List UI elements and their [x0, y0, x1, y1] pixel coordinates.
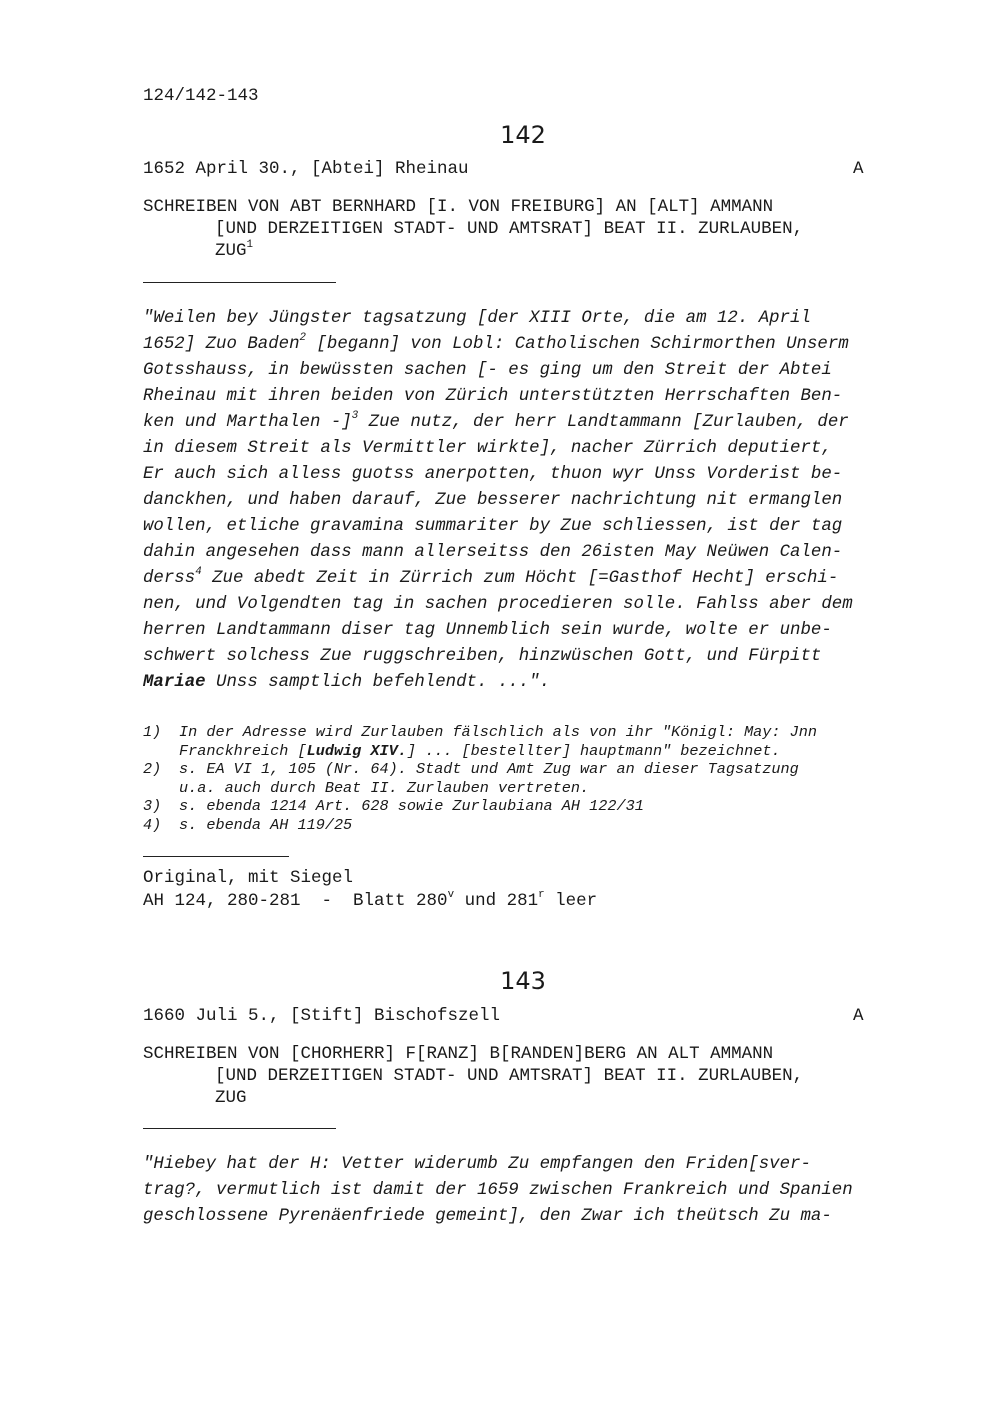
footnote: 2) s. EA VI 1, 105 (Nr. 64). Stadt und Amt Zug war an dieser Tagsatzung [143, 760, 799, 778]
title-line: ZUG [215, 1088, 247, 1108]
entry-number: 142 [500, 121, 546, 149]
quote-text: "Weilen bey Jüngster tagsatzung [der XIII Orte, die am 12. April 1652] Zuo Baden$^2$ [begann] von Lobl: Catholischen Schirmorthen Unserm Gotsshauss, in bewüssten sachen [- es ging um den Streit der Abtei Rheinau mit ihren beiden von Zürich unterstützten Herrschaften Ben- ken und Marthalen -]$^3$ Zue nutz, der herr Landtammann [Zurlauben, der in diesem Streit als Vermittler wirkte], nacher Zürrich deputiert, Er auch sich alless guotss anerpotten, thuon wyr Unss Vorderist be- danckhen, und haben darauf, Zue besserer nachrichtung nit ermanglen wollen, etliche gravamina summariter by Zue schliessen, ist der tag dahin angesehen dass mann allerseitss den 26isten May Neüwen Calen- derss$^4$ Zue abedt Zeit in Zürrich zum Höcht [=Gasthof Hecht] erschi- nen, und Volgendten tag in sachen procedieren solle. Fahlss aber dem herren Landtammann diser tag Unnemblich sein wurde, wolte er unbe- schwert solchess Zue ruggschreiben, hinzwüschen Gott, und Fürpitt Mariae Unss samptlich befehlendt. ...". [143, 309, 853, 692]
separator-rule [143, 1128, 336, 1129]
entry-number: 143 [500, 967, 546, 995]
separator-rule [143, 856, 289, 857]
title-line: [UND DERZEITIGEN STADT- UND AMTSRAT] BEAT II. ZURLAUBEN, [215, 1066, 804, 1086]
entry-title [143, 1043, 803, 1109]
title-line: SCHREIBEN VON [CHORHERR] F[RANZ] B[RANDEN]BERG AN ALT AMMANN [143, 1044, 774, 1064]
footnotes [143, 723, 817, 834]
title-line: SCHREIBEN VON ABT BERNHARD [I. VON FREIBURG] AN [ALT] AMMANN [143, 197, 774, 217]
quote-text: "Hiebey hat der H: Vetter widerumb Zu empfangen den Friden[sver- trag?, vermutlich ist damit der 1659 zwischen Frankreich und Spanien geschlossene Pyrenäenfriede gemeint], den Zwar ich theütsch Zu ma- [143, 1155, 853, 1226]
footnote: 1) In der Adresse wird Zurlauben fälschlich als von ihr "Königl: May: Jnn [143, 723, 817, 741]
entry-date-place: 1660 Juli 5., [Stift] Bischofszell [143, 1006, 501, 1026]
entry-letter: A [853, 1006, 864, 1026]
source-location: AH 124, 280-281 - Blatt 280$^v$ und 281$^r$ leer [143, 889, 598, 911]
footnote: 3) s. ebenda 1214 Art. 628 sowie Zurlaubiana AH 122/31 [143, 797, 644, 815]
entry-letter: A [853, 159, 864, 179]
entry-date-place: 1652 April 30., [Abtei] Rheinau [143, 159, 469, 179]
entry-title [143, 196, 803, 262]
footnote-continuation: u.a. auch durch Beat II. Zurlauben vertreten. [179, 778, 590, 797]
title-line: [UND DERZEITIGEN STADT- UND AMTSRAT] BEAT II. ZURLAUBEN, [215, 219, 804, 239]
footnote: 4) s. ebenda AH 119/25 [143, 815, 353, 834]
footnote-continuation: Franckhreich [Ludwig XIV.] ... [bestellter] hauptmann" bezeichnet. [179, 741, 781, 760]
separator-rule [143, 282, 336, 283]
source-note: Original, mit Siegel [143, 868, 354, 888]
footnote-ref: 1 [246, 239, 254, 252]
archive-reference: 124/142-143 [143, 86, 259, 106]
title-line: ZUG$^1$ [215, 239, 254, 261]
